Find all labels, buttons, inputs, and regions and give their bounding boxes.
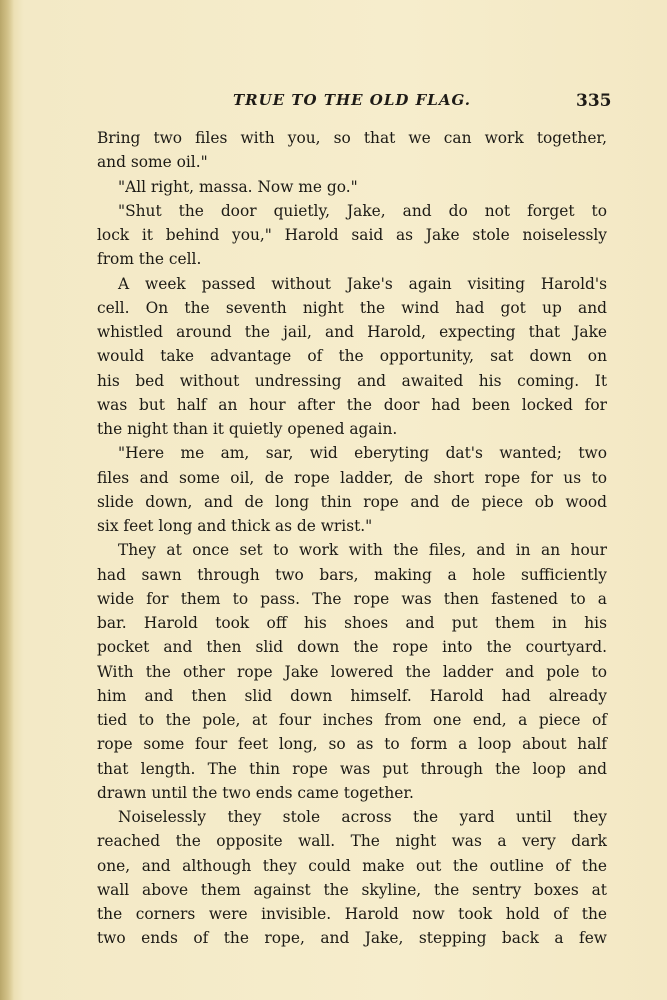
text-line: tied to the pole, at four inches from one end, a piece of — [97, 711, 607, 729]
text-line: cell. On the seventh night the wind had got up and — [97, 298, 607, 317]
page-number: 335 — [576, 91, 612, 111]
text-line: Bring two files with you, so that we can work together, — [97, 129, 607, 147]
text-line: reached the opposite wall. The night was a very dark — [97, 832, 607, 851]
text-line: "Shut the door quietly, Jake, and do not forget to — [118, 201, 607, 220]
text-line: his bed without undressing and awaited his coming. It — [97, 371, 607, 390]
text-line: bar. Harold took off his shoes and put them in his — [97, 614, 607, 632]
text-line: had sawn through two bars, making a hole sufficiently — [97, 565, 607, 584]
text-line: slide down, and de long thin rope and de piece ob wood — [97, 492, 607, 511]
text-line: Noiselessly they stole across the yard until they — [118, 808, 607, 826]
text-line: lock it behind you," Harold said as Jake stole noiselessly — [97, 226, 607, 244]
text-line: "All right, massa. Now me go." — [118, 177, 358, 196]
body-text — [97, 126, 607, 951]
page-binding-shadow — [0, 0, 14, 1000]
text-line: files and some oil, de rope ladder, de short rope for us to — [97, 468, 607, 487]
text-line: the corners were invisible. Harold now took hold of the — [97, 905, 607, 923]
text-line: two ends of the rope, and Jake, stepping back a few — [97, 929, 607, 948]
running-title: TRUE TO THE OLD FLAG. — [233, 91, 471, 109]
text-line: six feet long and thick as de wrist." — [97, 517, 373, 535]
text-line: rope some four feet long, so as to form a loop about half — [97, 735, 607, 754]
text-line: "Here me am, sar, wid eberyting dat's wanted; two — [118, 444, 607, 463]
text-line: that length. The thin rope was put through the loop and — [97, 759, 607, 778]
text-line: wall above them against the skyline, the sentry boxes at — [97, 880, 607, 899]
text-line: wide for them to pass. The rope was then fastened to a — [97, 589, 607, 608]
text-line: whistled around the jail, and Harold, expecting that Jake — [97, 323, 607, 341]
text-line: With the other rope Jake lowered the ladder and pole to — [97, 662, 607, 681]
text-line: would take advantage of the opportunity, sat down on — [97, 347, 607, 366]
text-line: drawn until the two ends came together. — [97, 783, 414, 802]
page-header — [0, 91, 667, 117]
text-line: A week passed without Jake's again visiting Harold's — [118, 274, 607, 293]
text-line: and some oil." — [97, 153, 208, 172]
text-line: from the cell. — [97, 250, 202, 269]
text-line: pocket and then slid down the rope into the courtyard. — [97, 638, 607, 657]
text-line: one, and although they could make out the outline of the — [97, 856, 607, 875]
text-line: was but half an hour after the door had been locked for — [97, 395, 607, 414]
text-line: him and then slid down himself. Harold had already — [97, 686, 607, 705]
text-line: the night than it quietly opened again. — [97, 420, 398, 438]
text-line: They at once set to work with the files, and in an hour — [118, 541, 607, 560]
